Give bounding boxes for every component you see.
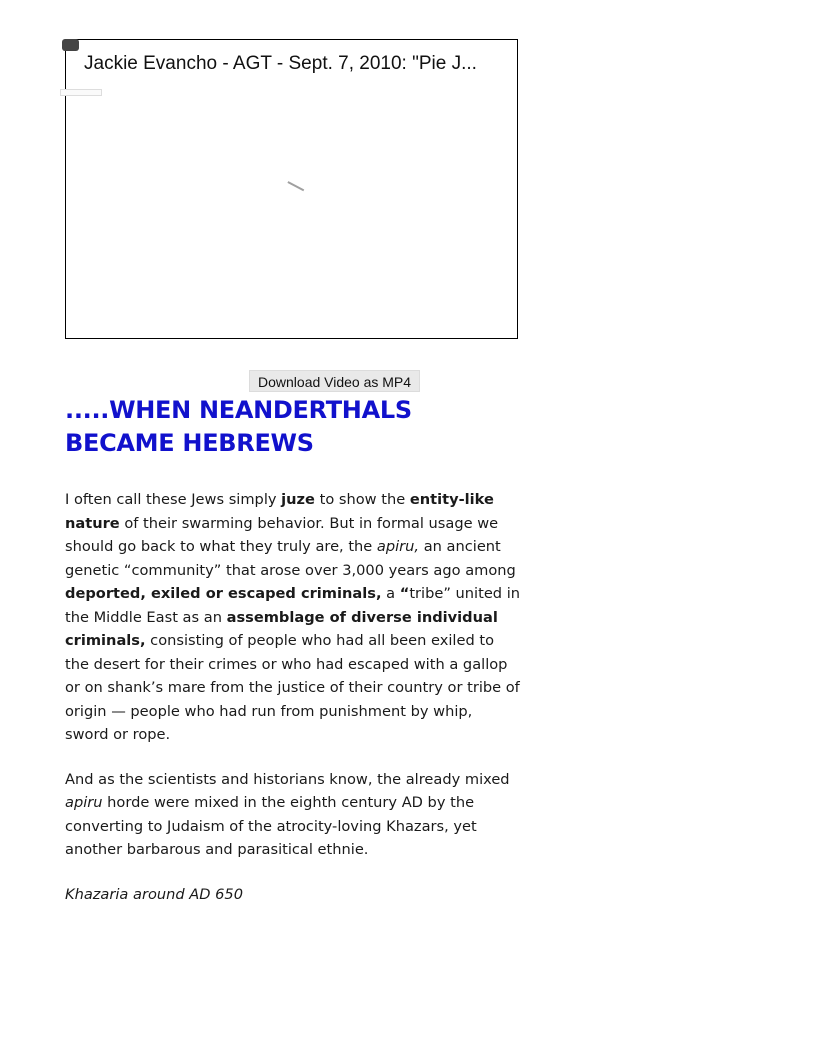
video-player[interactable] (65, 39, 518, 339)
italic-text: apiru, (376, 538, 420, 555)
download-mp4-button[interactable]: Download Video as MP4 (249, 370, 420, 392)
text: an ancient genetic “community” that arose over 3,000 years ago among (65, 538, 516, 579)
image-caption: Khazaria around AD 650 (65, 885, 243, 903)
paragraph-2 (65, 768, 520, 862)
text: tribe” united in the Middle East as an (65, 585, 521, 626)
video-progress-strip (60, 89, 102, 96)
article-heading: .....WHEN NEANDERTHALS BECAME HEBREWS (65, 396, 412, 457)
paragraph-1 (65, 488, 520, 747)
text: And as the scientists and historians know, the already mixed (65, 770, 510, 788)
video-title[interactable]: Jackie Evancho - AGT - Sept. 7, 2010: "Pie J... (84, 53, 477, 74)
bold-text: assemblage of diverse individual criminals, (65, 608, 498, 649)
loading-spinner-icon (288, 181, 305, 191)
bold-text: entity-like nature (65, 491, 494, 532)
text: consisting of people who had all been exiled to the desert for their crimes or who had escaped with a gallop or on shank’s mare from the justice of their country or tribe of origin — people who had run from punishment by whip, sword or rope. (65, 632, 520, 743)
text: of their swarming behavior. But in formal usage we should go back to what they truly are, the (65, 514, 499, 555)
bold-text: “ (399, 585, 410, 602)
bold-text: juze (281, 491, 315, 508)
italic-text: apiru (65, 794, 103, 811)
text: I often call these Jews simply (65, 491, 282, 508)
text: horde were mixed in the eighth century AD by the converting to Judaism of the atrocity-loving Khazars, yet another barbarous and parasitical ethnie. (65, 794, 477, 858)
text: a (381, 585, 400, 602)
bold-text: deported, exiled or escaped criminals, (65, 585, 382, 602)
text: to show the (314, 491, 410, 508)
article (65, 394, 520, 906)
video-logo-icon (62, 39, 79, 51)
